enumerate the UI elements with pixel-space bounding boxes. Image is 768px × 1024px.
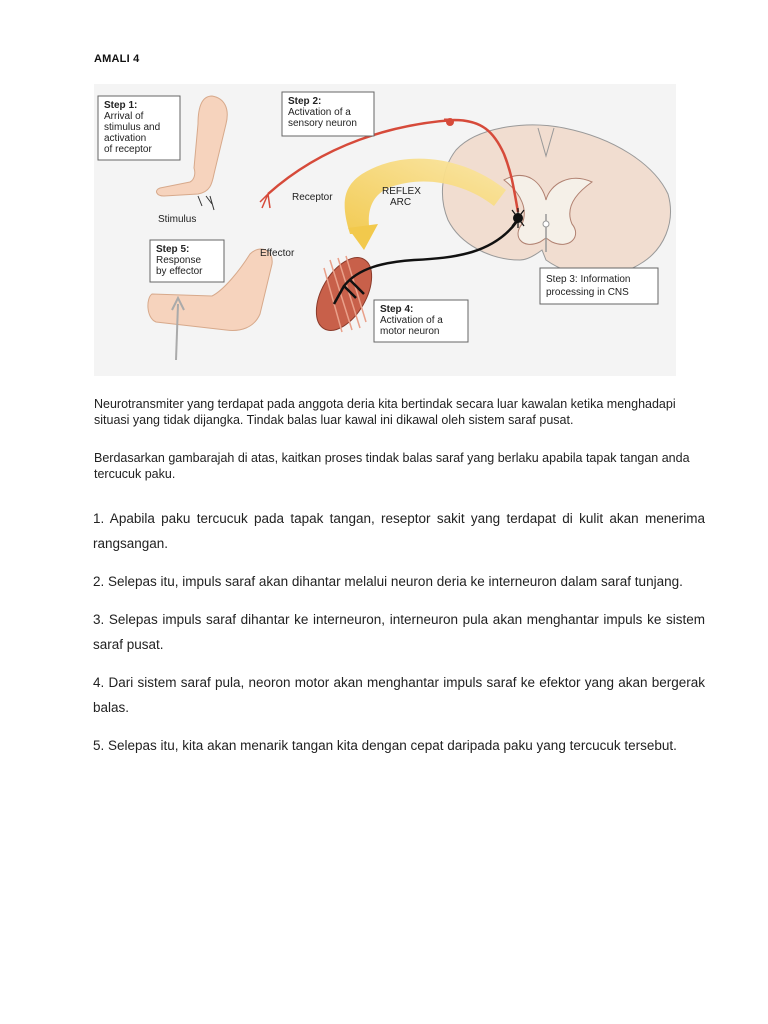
svg-text:of receptor: of receptor [104,144,152,155]
svg-text:stimulus and: stimulus and [104,122,161,133]
effector-label: Effector [260,248,295,259]
svg-text:Arrival of: Arrival of [104,111,144,122]
answer-step-2: 2. Selepas itu, impuls saraf akan dihantar melalui neuron deria ke interneuron dalam saraf tunjang. [93,574,683,589]
svg-text:motor neuron: motor neuron [380,326,440,337]
intro-paragraph-2: Berdasarkan gambarajah di atas, kaitkan proses tindak balas saraf yang berlaku apabila tapak tangan anda tercucuk paku. [94,451,690,481]
answer-step-3: 3. Selepas impuls saraf dihantar ke interneuron, interneuron pula akan menghantar impuls ke sistem saraf pusat. [93,612,705,652]
svg-text:Response: Response [156,255,202,266]
answer-step-5: 5. Selepas itu, kita akan menarik tangan kita dengan cepat daripada paku yang tercucuk tersebut. [93,738,677,753]
svg-text:activation: activation [104,133,147,144]
svg-text:Activation of a: Activation of a [380,315,443,326]
answer-step-4: 4. Dari sistem saraf pula, neoron motor akan menghantar impuls saraf ke efektor yang akan bergerak balas. [93,675,705,715]
answer-step-1: 1. Apabila paku tercucuk pada tapak tangan, reseptor sakit yang terdapat di kulit akan menerima rangsangan. [93,511,705,551]
step-2-box [282,92,374,136]
svg-text:sensory neuron: sensory neuron [288,118,357,129]
svg-text:Activation of a: Activation of a [288,107,351,118]
svg-text:Step 3: Information: Step 3: Information [546,274,631,285]
receptor-label: Receptor [292,192,333,203]
page-title: AMALI 4 [94,53,140,65]
reflex-arc-label-line2: ARC [390,197,412,208]
answer-steps [93,506,705,771]
reflex-arc-label-line1: REFLEX [382,186,421,197]
step-4-box [374,300,468,342]
step-3-box [540,268,658,304]
svg-text:by effector: by effector [156,266,203,277]
reflex-arc-diagram [94,84,676,376]
svg-text:Step 1:: Step 1: [104,100,138,111]
step-1-box [98,96,180,160]
svg-text:Step 2:: Step 2: [288,96,322,107]
stimulus-label: Stimulus [158,214,197,225]
intro-paragraph-1: Neurotransmiter yang terdapat pada anggota deria kita bertindak secara luar kawalan ketika menghadapi situasi yang tidak dijangka. Tindak balas luar kawal ini dikawal oleh sistem saraf pusat. [94,397,676,427]
step-5-box [150,240,224,282]
svg-text:Step 5:: Step 5: [156,244,190,255]
svg-text:processing in CNS: processing in CNS [546,287,629,298]
svg-text:Step 4:: Step 4: [380,304,414,315]
